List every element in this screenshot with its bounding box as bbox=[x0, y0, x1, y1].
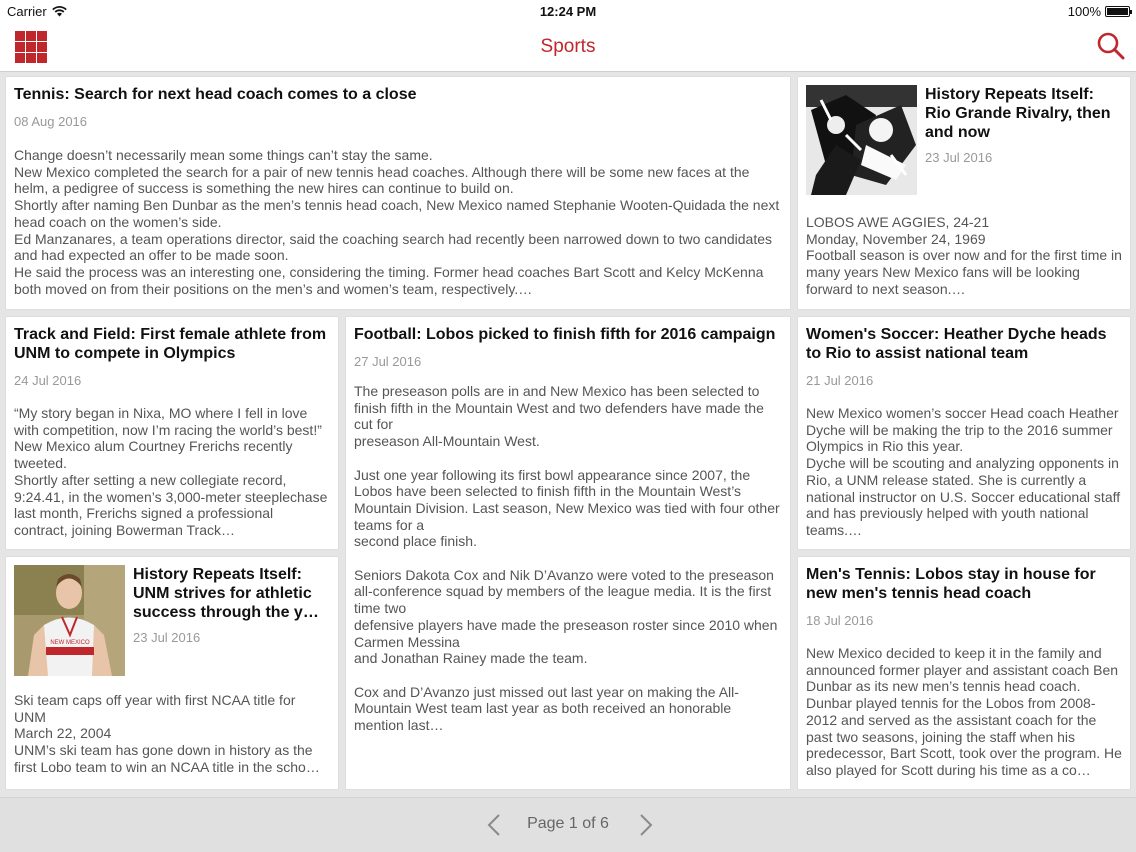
runner-photo bbox=[14, 565, 125, 676]
runner-jersey-text: NEW MEXICO bbox=[50, 640, 90, 646]
article-date: 21 Jul 2016 bbox=[806, 373, 874, 388]
navigation-bar bbox=[0, 22, 1136, 72]
article-date: 18 Jul 2016 bbox=[806, 613, 874, 628]
article-thumbnail bbox=[14, 565, 125, 676]
article-excerpt: New Mexico decided to keep it in the family and announced former player and assistant coach Ben Dunbar as its new men’s tennis head coach. Dunbar played tennis for the Lobos from 2008-2012 and served as the assistant coach for the past two seasons, joining the staff when his predecessor, Bart Scott, took over the program. He also played for Scott during his time as a co… bbox=[806, 645, 1122, 778]
article-card[interactable] bbox=[5, 556, 339, 790]
article-excerpt: Change doesn’t necessarily mean some things can’t stay the same. New Mexico completed the search for a pair of new tennis head coaches. Although there will be some new faces at the helm, a pedigree of success is something the new hires can continue to build on. Shortly after naming Ben Dunbar as the men’s tennis head coach, New Mexico named Stephanie Wooten-Quidada the next head coach on the women’s side. Ed Manzanares, a team operations director, said the coaching search had recently been narrowed down to two candidates and had expected an offer to be made soon. He said the process was an interesting one, considering the timing. Former head coaches Bart Scott and Kelcy McKenna both moved on from their positions on the men’s and women’s team, respectively.… bbox=[14, 147, 780, 297]
next-page-button[interactable] bbox=[636, 813, 656, 837]
article-date: 27 Jul 2016 bbox=[354, 354, 422, 369]
article-thumbnail bbox=[806, 85, 917, 195]
article-card[interactable] bbox=[345, 316, 791, 790]
chevron-right-icon bbox=[636, 813, 656, 837]
search-button[interactable] bbox=[1096, 31, 1126, 61]
article-date: 23 Jul 2016 bbox=[925, 150, 993, 165]
article-title: Tennis: Search for next head coach comes to a close bbox=[14, 86, 417, 103]
football-photo bbox=[806, 85, 917, 195]
article-excerpt: LOBOS AWE AGGIES, 24-21 Monday, November 24, 1969 Football season is over now and for the first time in many years New Mexico fans will be looking forward to next season.… bbox=[806, 214, 1122, 297]
battery-icon bbox=[1105, 6, 1130, 17]
battery-percent: 100% bbox=[1067, 4, 1101, 19]
article-card[interactable] bbox=[797, 556, 1131, 790]
article-excerpt: The preseason polls are in and New Mexico has been selected to finish fifth in the Mountain West and two defenders have made the cut for preseason All-Mountain West. Just one year following its first bowl appearance since 2007, the Lobos have been selected to finish fifth in the Mountain West’s Mountain Division. Last season, New Mexico was tied with four other teams for a second place finish. Seniors Dakota Cox and Nik D’Avanzo were voted to the preseason all-conference squad by members of the league media. It is the first time two defensive players have made the preseason roster since 2010 when Carmen Messina and Jonathan Rainey made the team. Cox and D’Avanzo just missed out last year on making the All-Mountain West team last year as both received an honorable mention last… bbox=[354, 383, 780, 734]
article-card[interactable] bbox=[5, 316, 339, 550]
page-title: Sports bbox=[540, 36, 596, 57]
article-title: Women's Soccer: Heather Dyche heads to Rio to assist national team bbox=[806, 326, 1107, 362]
battery-info bbox=[1068, 4, 1130, 19]
carrier-label: Carrier bbox=[7, 4, 47, 19]
article-grid bbox=[0, 73, 1136, 797]
article-excerpt: “My story began in Nixa, MO where I fell in love with competition, now I’m racing the world’s best!” New Mexico alum Courtney Frerichs recently tweeted. Shortly after setting a new collegiate record, 9:24.41, in the women’s 3,000-meter steeplechase last month, Frerichs signed a professional contract, joining Bowerman Track… bbox=[14, 405, 328, 538]
article-title: History Repeats Itself: UNM strives for athletic success through the y… bbox=[133, 566, 319, 621]
clock: 12:24 PM bbox=[539, 4, 597, 19]
article-date: 23 Jul 2016 bbox=[133, 630, 201, 645]
article-title: Football: Lobos picked to finish fifth for 2016 campaign bbox=[354, 326, 776, 343]
article-excerpt: New Mexico women’s soccer Head coach Heather Dyche will be making the trip to the 2016 summer Olympics in Rio this year. Dyche will be scouting and analyzing opponents in Rio, a UNM release stated. She is currently a national instructor on U.S. Soccer educational staff and has previously helped with youth national teams.… bbox=[806, 405, 1121, 538]
search-icon bbox=[1096, 31, 1126, 61]
article-date: 24 Jul 2016 bbox=[14, 373, 82, 388]
page-indicator: Page 1 of 6 bbox=[527, 815, 609, 832]
article-card[interactable] bbox=[797, 76, 1131, 310]
article-date: 08 Aug 2016 bbox=[14, 114, 88, 129]
article-title: History Repeats Itself: Rio Grande Rivalry, then and now bbox=[925, 86, 1111, 141]
article-title: Track and Field: First female athlete from UNM to compete in Olympics bbox=[14, 326, 327, 362]
article-excerpt: Ski team caps off year with first NCAA title for UNM March 22, 2004 UNM’s ski team has gone down in history as the first Lobo team to win an NCAA title in the scho… bbox=[14, 692, 320, 775]
status-bar bbox=[0, 0, 1136, 22]
article-title: Men's Tennis: Lobos stay in house for new men's tennis head coach bbox=[806, 566, 1096, 602]
article-card[interactable] bbox=[797, 316, 1131, 550]
pagination-bar bbox=[0, 797, 1136, 852]
article-card[interactable] bbox=[5, 76, 791, 310]
